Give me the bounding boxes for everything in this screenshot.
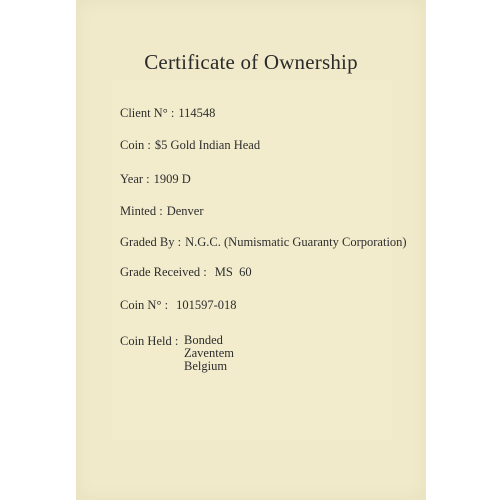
coin-value: $5 Gold Indian Head — [154, 138, 261, 152]
grade-received-value: MS 60 — [214, 265, 252, 279]
certificate-card — [76, 0, 426, 500]
minted-field — [120, 204, 204, 219]
coin-number-label: Coin N° : — [120, 298, 169, 312]
coin-held-line: Bonded — [184, 333, 223, 347]
client-number-label: Client N° : — [120, 106, 175, 120]
graded-by-field — [120, 235, 407, 250]
client-number-field — [120, 106, 215, 121]
coin-number-field — [120, 298, 236, 313]
coin-held-line: Zaventem — [184, 346, 234, 360]
grade-received-field — [120, 265, 252, 280]
certificate-title: Certificate of Ownership — [144, 50, 358, 74]
coin-held-label: Coin Held : — [120, 334, 179, 348]
year-value: 1909 D — [153, 172, 191, 186]
grade-received-label: Grade Received : — [120, 265, 207, 279]
coin-number-value: 101597-018 — [176, 298, 237, 312]
coin-held-location — [184, 334, 234, 373]
year-label: Year : — [120, 172, 150, 186]
coin-held-line: Belgium — [184, 359, 228, 373]
coin-field — [120, 138, 260, 153]
graded-by-value: N.G.C. (Numismatic Guaranty Corporation) — [185, 235, 407, 249]
coin-label: Coin : — [120, 138, 151, 152]
graded-by-label: Graded By : — [120, 235, 182, 249]
year-field — [120, 172, 191, 187]
minted-label: Minted : — [120, 204, 163, 218]
client-number-value: 114548 — [178, 106, 216, 120]
minted-value: Denver — [166, 204, 204, 218]
coin-held-field — [120, 334, 178, 349]
